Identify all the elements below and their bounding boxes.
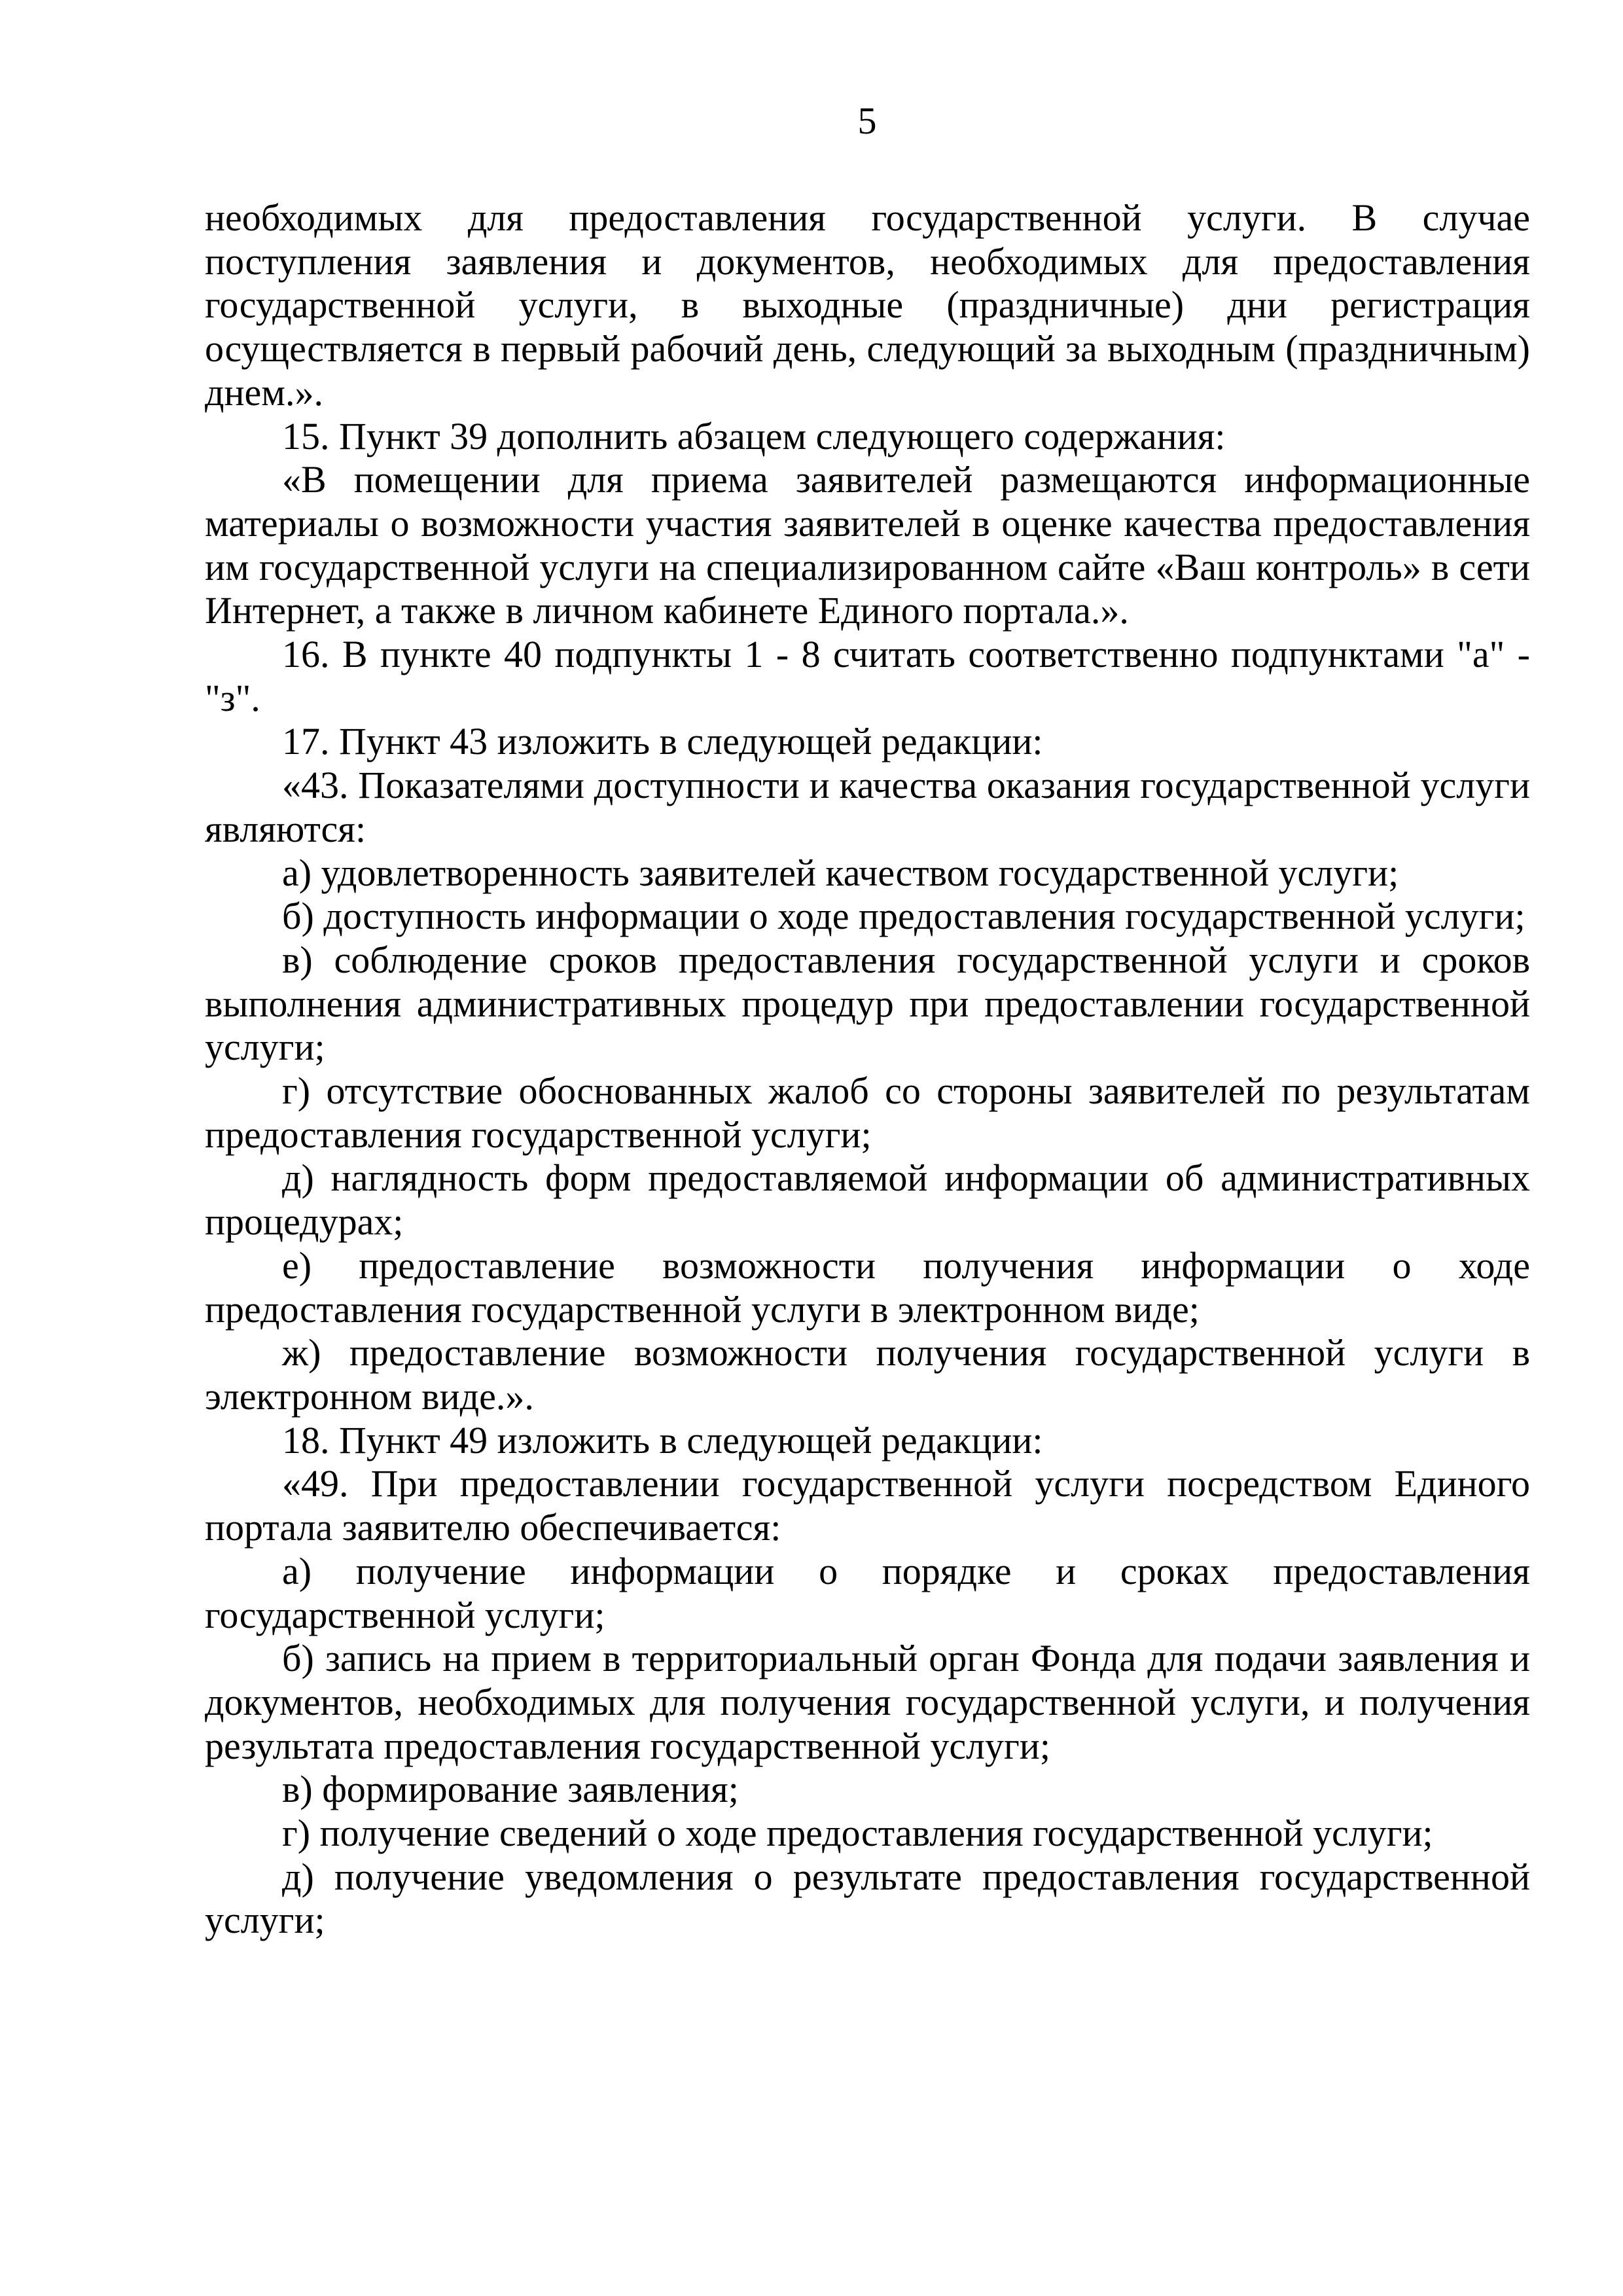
paragraph: в) соблюдение сроков предоставления государственной услуги и сроков выполнения административных процедур при предоставлении государственной услуги; [205,938,1530,1069]
page-number: 5 [857,99,877,142]
paragraph: в) формирование заявления; [282,1768,739,1811]
paragraph: ж) предоставление возможности получения государственной услуги в электронном виде.». [205,1331,1530,1418]
paragraph: а) удовлетворенность заявителей качеством государственной услуги; [282,851,1399,894]
paragraph: б) запись на прием в территориальный орган Фонда для подачи заявления и документов, необходимых для получения государственной услуги, и получения результата предоставления государственной услуги; [205,1637,1530,1767]
paragraph: б) доступность информации о ходе предоставления государственной услуги; [282,895,1525,938]
document-body [205,196,1530,1943]
paragraph: а) получение информации о порядке и сроках предоставления государственной услуги; [205,1549,1530,1636]
paragraph: 17. Пункт 43 изложить в следующей редакции: [282,720,1043,763]
paragraph: «43. Показателями доступности и качества оказания государственной услуги являются: [205,764,1530,850]
paragraph: 18. Пункт 49 изложить в следующей редакции: [282,1418,1043,1462]
paragraph: е) предоставление возможности получения информации о ходе предоставления государственной услуги в электронном виде; [205,1244,1530,1331]
paragraph: д) получение уведомления о результате предоставления государственной услуги; [205,1855,1530,1942]
paragraph: «49. При предоставлении государственной услуги посредством Единого портала заявителю обеспечивается: [205,1462,1530,1549]
paragraph: д) наглядность форм предоставляемой информации об административных процедурах; [205,1157,1530,1244]
paragraph: г) отсутствие обоснованных жалоб со стороны заявителей по результатам предоставления государственной услуги; [205,1069,1530,1156]
paragraph: 16. В пункте 40 подпункты 1 - 8 считать соответственно подпунктами "а" - "з". [205,633,1530,719]
paragraph: г) получение сведений о ходе предоставления государственной услуги; [282,1812,1433,1855]
paragraph: необходимых для предоставления государственной услуги. В случае поступления заявления и документов, необходимых для предоставления государственной услуги, в выходные (праздничные) дни регистрация осуществляется в первый рабочий день, следующий за выходным (праздничным) днем.». [205,196,1530,414]
paragraph: «В помещении для приема заявителей размещаются информационные материалы о возможности участия заявителей в оценке качества предоставления им государственной услуги на специализированном сайте «Ваш контроль» в сети Интернет, а также в личном кабинете Единого портала.». [205,458,1530,632]
paragraph: 15. Пункт 39 дополнить абзацем следующего содержания: [282,414,1226,457]
